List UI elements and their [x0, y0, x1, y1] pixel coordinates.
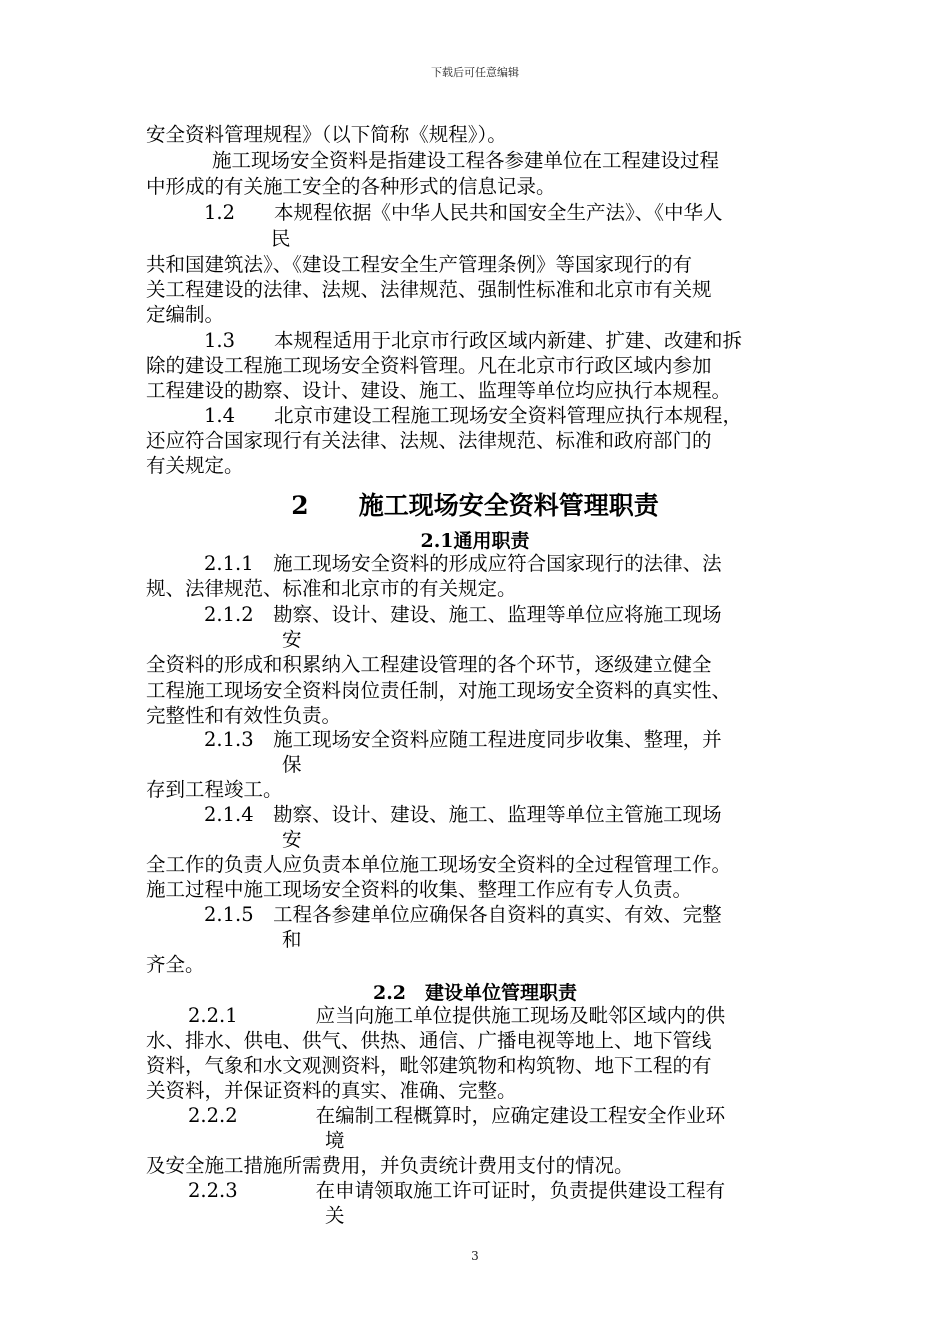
body-line: 2.1.3 施工现场安全资料应随工程进度同步收集、整理，并 [204, 728, 722, 751]
body-line: 2.2.1 应当向施工单位提供施工现场及毗邻区域内的供 [188, 1004, 726, 1027]
body-line: 除的建设工程施工现场安全资料管理。凡在北京市行政区域内参加 [146, 354, 712, 377]
body-line: 1.4 北京市建设工程施工现场安全资料管理应执行本规程， [204, 404, 743, 427]
subsection-heading: 2.2 建设单位管理职责 [372, 982, 578, 1004]
body-line: 规、法律规范、标准和北京市的有关规定。 [146, 577, 517, 600]
body-line: 关工程建设的法律、法规、法律规范、强制性标准和北京市有关规 [146, 278, 712, 301]
body-line: 1.3 本规程适用于北京市行政区域内新建、扩建、改建和拆 [204, 329, 743, 352]
body-line: 2.1.5 工程各参建单位应确保各自资料的真实、有效、完整 [204, 903, 722, 926]
body-line: 和 [282, 928, 302, 951]
body-line: 施工现场安全资料是指建设工程各参建单位在工程建设过程 [212, 149, 720, 172]
section-heading: 2 施工现场安全资料管理职责 [291, 491, 659, 520]
body-line: 全资料的形成和积累纳入工程建设管理的各个环节，逐级建立健全 [146, 653, 712, 676]
body-line: 及安全施工措施所需费用，并负责统计费用支付的情况。 [146, 1154, 634, 1177]
body-line: 定编制。 [146, 303, 225, 326]
body-line: 2.1.1 施工现场安全资料的形成应符合国家现行的法律、法 [204, 552, 722, 575]
body-line: 安 [282, 628, 302, 651]
body-line: 资料，气象和水文观测资料，毗邻建筑物和构筑物、地下工程的有 [146, 1054, 712, 1077]
body-line: 2.2.3 在申请领取施工许可证时，负责提供建设工程有 [188, 1179, 726, 1202]
body-line: 2.1.2 勘察、设计、建设、施工、监理等单位应将施工现场 [204, 603, 722, 626]
body-line: 工程施工现场安全资料岗位责任制，对施工现场安全资料的真实性、 [146, 679, 732, 702]
body-line: 共和国建筑法》、《建设工程安全生产管理条例》等国家现行的有 [146, 253, 693, 276]
body-line: 全工作的负责人应负责本单位施工现场安全资料的全过程管理工作。 [146, 853, 732, 876]
page-number: 3 [471, 1249, 479, 1263]
body-line: 保 [282, 753, 302, 776]
body-line: 存到工程竣工。 [146, 778, 283, 801]
body-line: 2.1.4 勘察、设计、建设、施工、监理等单位主管施工现场 [204, 803, 722, 826]
subsection-heading: 2.1通用职责 [420, 530, 530, 552]
body-line: 安 [282, 828, 302, 851]
body-line: 关资料，并保证资料的真实、准确、完整。 [146, 1079, 517, 1102]
body-line: 安全资料管理规程》（以下简称《规程》）。 [146, 123, 507, 146]
body-line: 有关规定。 [146, 454, 244, 477]
body-line: 水、排水、供电、供气、供热、通信、广播电视等地上、地下管线 [146, 1029, 712, 1052]
page-header: 下载后可任意编辑 [431, 66, 519, 79]
body-line: 1.2 本规程依据《中华人民共和国安全生产法》、《中华人 [204, 201, 723, 224]
body-line: 施工过程中施工现场安全资料的收集、整理工作应有专人负责。 [146, 878, 693, 901]
body-line: 工程建设的勘察、设计、建设、施工、监理等单位均应执行本规程。 [146, 379, 732, 402]
body-line: 完整性和有效性负责。 [146, 704, 342, 727]
body-line: 2.2.2 在编制工程概算时，应确定建设工程安全作业环 [188, 1104, 726, 1127]
body-line: 关 [325, 1204, 345, 1227]
body-line: 民 [271, 227, 291, 250]
body-line: 还应符合国家现行有关法律、法规、法律规范、标准和政府部门的 [146, 429, 712, 452]
body-line: 齐全。 [146, 953, 205, 976]
body-line: 境 [325, 1129, 345, 1152]
body-line: 中形成的有关施工安全的各种形式的信息记录。 [146, 175, 556, 198]
